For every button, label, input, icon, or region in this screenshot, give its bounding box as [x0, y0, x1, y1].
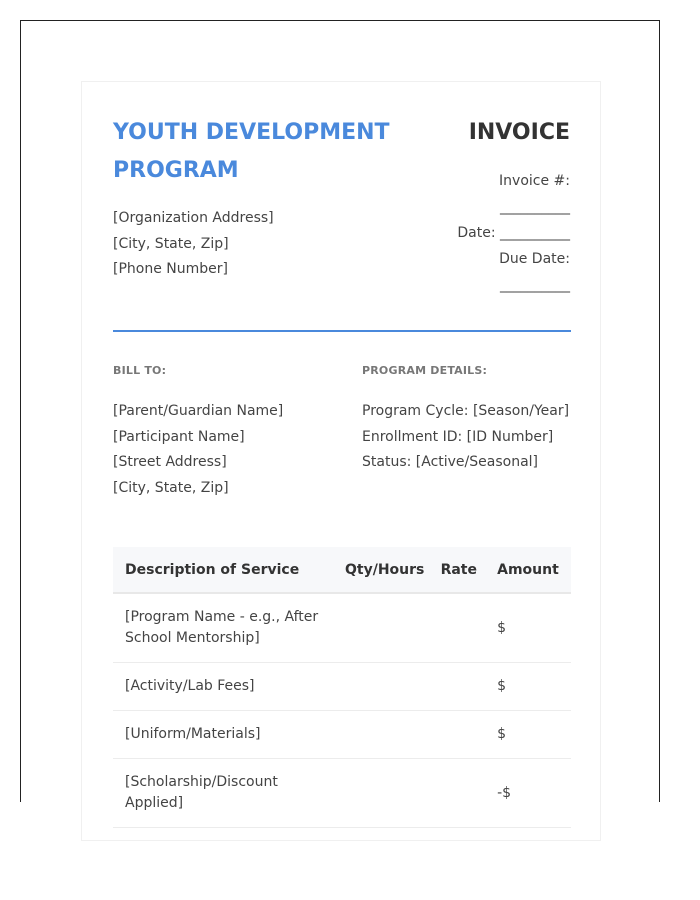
invoice-document — [81, 81, 601, 841]
row-amount: $ — [485, 711, 571, 759]
bill-to-label: BILL TO: — [113, 364, 167, 377]
bill-to-block — [113, 399, 283, 501]
row-amount: $ — [485, 663, 571, 711]
program-detail-line: Program Cycle: [Season/Year] — [362, 403, 570, 419]
bill-to-line: [Street Address] — [113, 454, 227, 470]
bill-to-line: [Participant Name] — [113, 428, 245, 445]
header-rate: Rate — [433, 547, 486, 593]
bill-to-line: [Parent/Guardian Name] — [113, 403, 284, 419]
row-amount: -$ — [485, 759, 571, 828]
invoice-number-blank: __________ — [500, 199, 570, 215]
program-details-block — [362, 399, 569, 476]
services-table — [113, 547, 571, 828]
row-amount: $ — [485, 593, 571, 663]
table-row — [113, 759, 571, 828]
row-rate — [433, 663, 486, 711]
due-date-blank: __________ — [500, 277, 570, 293]
header-amount: Amount — [485, 547, 571, 593]
row-rate — [433, 593, 486, 663]
row-qty — [337, 663, 433, 711]
table-header-row — [113, 547, 571, 593]
row-qty — [337, 593, 433, 663]
row-description: [Activity/Lab Fees] — [113, 663, 337, 711]
table-row — [113, 663, 571, 711]
page-viewport — [20, 20, 660, 811]
bill-to-line: [City, State, Zip] — [113, 479, 229, 496]
header-description: Description of Service — [113, 547, 337, 593]
invoice-title: INVOICE — [468, 120, 570, 145]
row-description: [Scholarship/Discount Applied] — [113, 759, 337, 828]
due-date-label: Due Date: — [499, 251, 570, 267]
row-description: [Uniform/Materials] — [113, 711, 337, 759]
program-detail-line: Status: [Active/Seasonal] — [362, 454, 539, 470]
address-line: [Organization Address] — [113, 210, 274, 226]
invoice-meta — [440, 168, 570, 298]
address-line: [City, State, Zip] — [113, 235, 229, 252]
organization-address — [113, 206, 274, 283]
header-divider — [113, 330, 571, 332]
row-rate — [433, 711, 486, 759]
table-row — [113, 593, 571, 663]
organization-name: YOUTH DEVELOPMENT PROGRAM — [113, 120, 390, 183]
program-details-label: PROGRAM DETAILS: — [362, 364, 488, 377]
services-table-wrapper — [113, 547, 571, 828]
row-qty — [337, 711, 433, 759]
row-rate — [433, 759, 486, 828]
header-qty: Qty/Hours — [337, 547, 433, 593]
table-row — [113, 711, 571, 759]
program-detail-line: Enrollment ID: [ID Number] — [362, 428, 554, 445]
invoice-date-blank: __________ — [500, 225, 570, 241]
invoice-date-label: Date: — [457, 225, 496, 241]
invoice-number-label: Invoice #: — [499, 173, 570, 189]
address-line: [Phone Number] — [113, 261, 228, 277]
row-description: [Program Name - e.g., After School Mentorship] — [113, 593, 337, 663]
row-qty — [337, 759, 433, 828]
invoice-date-row — [440, 220, 570, 246]
